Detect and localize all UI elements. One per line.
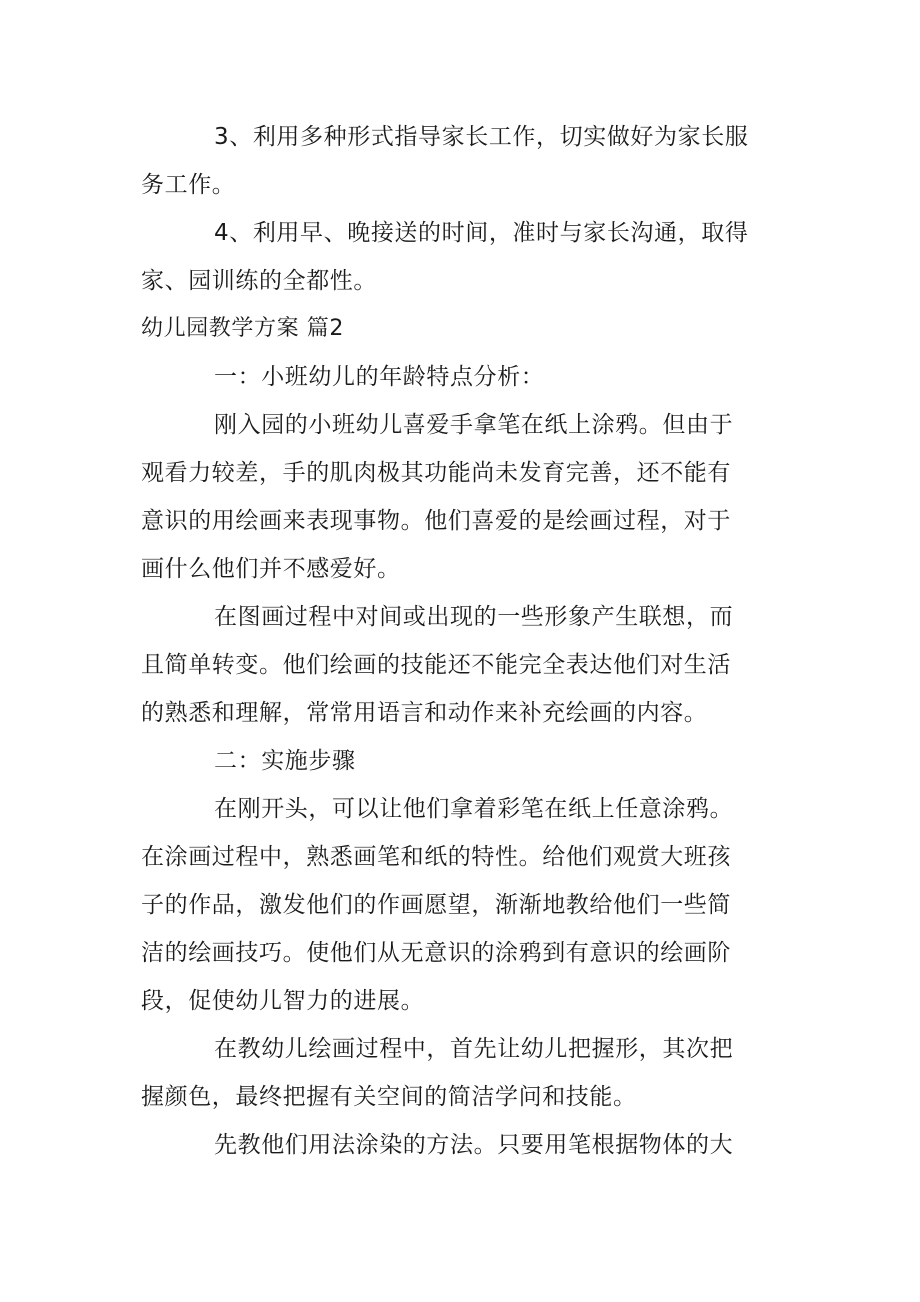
paragraph-text: 段，促使幼儿智力的进展。 <box>141 988 425 1014</box>
paragraph-text: 洁的绘画技巧。使他们从无意识的涂鸦到有意识的绘画阶 <box>141 940 731 966</box>
paragraph-text: 子的作品，激发他们的作画愿望，渐渐地教给他们一些简 <box>141 892 731 918</box>
paragraph-4-line-2: 家、园训练的全都性。 <box>141 268 377 294</box>
paragraph-text: 握颜色，最终把握有关空间的简洁学问和技能。 <box>141 1084 637 1110</box>
subheading-steps: 二：实施步骤 <box>214 748 356 774</box>
paragraph-text: 的熟悉和理解，常常用语言和动作来补充绘画的内容。 <box>141 700 708 726</box>
paragraph-4-line-1: 4、利用早、晚接送的时间，准时与家长沟通，取得 <box>214 220 749 246</box>
paragraph-text: 意识的用绘画来表现事物。他们喜爱的是绘画过程，对于 <box>141 508 731 534</box>
paragraph-text: 在刚开头，可以让他们拿着彩笔在纸上任意涂鸦。 <box>214 796 734 822</box>
paragraph-3-line-2: 务工作。 <box>141 172 236 198</box>
paragraph-text: 在图画过程中对间或出现的一些形象产生联想，而 <box>214 604 734 630</box>
paragraph-text: 先教他们用法涂染的方法。只要用笔根据物体的大 <box>214 1132 734 1158</box>
section-heading: 幼儿园教学方案 篇2 <box>141 316 344 341</box>
paragraph-text: 画什么他们并不感爱好。 <box>141 556 401 582</box>
paragraph-3-line-1: 3、利用多种形式指导家长工作，切实做好为家长服 <box>214 124 749 150</box>
paragraph-text: 刚入园的小班幼儿喜爱手拿笔在纸上涂鸦。但由于 <box>214 412 734 438</box>
paragraph-text: 且简单转变。他们绘画的技能还不能完全表达他们对生活 <box>141 652 731 678</box>
paragraph-text: 观看力较差，手的肌肉极其功能尚未发育完善，还不能有 <box>141 460 731 486</box>
paragraph-text: 在涂画过程中，熟悉画笔和纸的特性。给他们观赏大班孩 <box>141 844 731 870</box>
subheading-age-analysis: 一：小班幼儿的年龄特点分析： <box>214 364 545 390</box>
paragraph-text: 在教幼儿绘画过程中，首先让幼儿把握形，其次把 <box>214 1036 734 1062</box>
